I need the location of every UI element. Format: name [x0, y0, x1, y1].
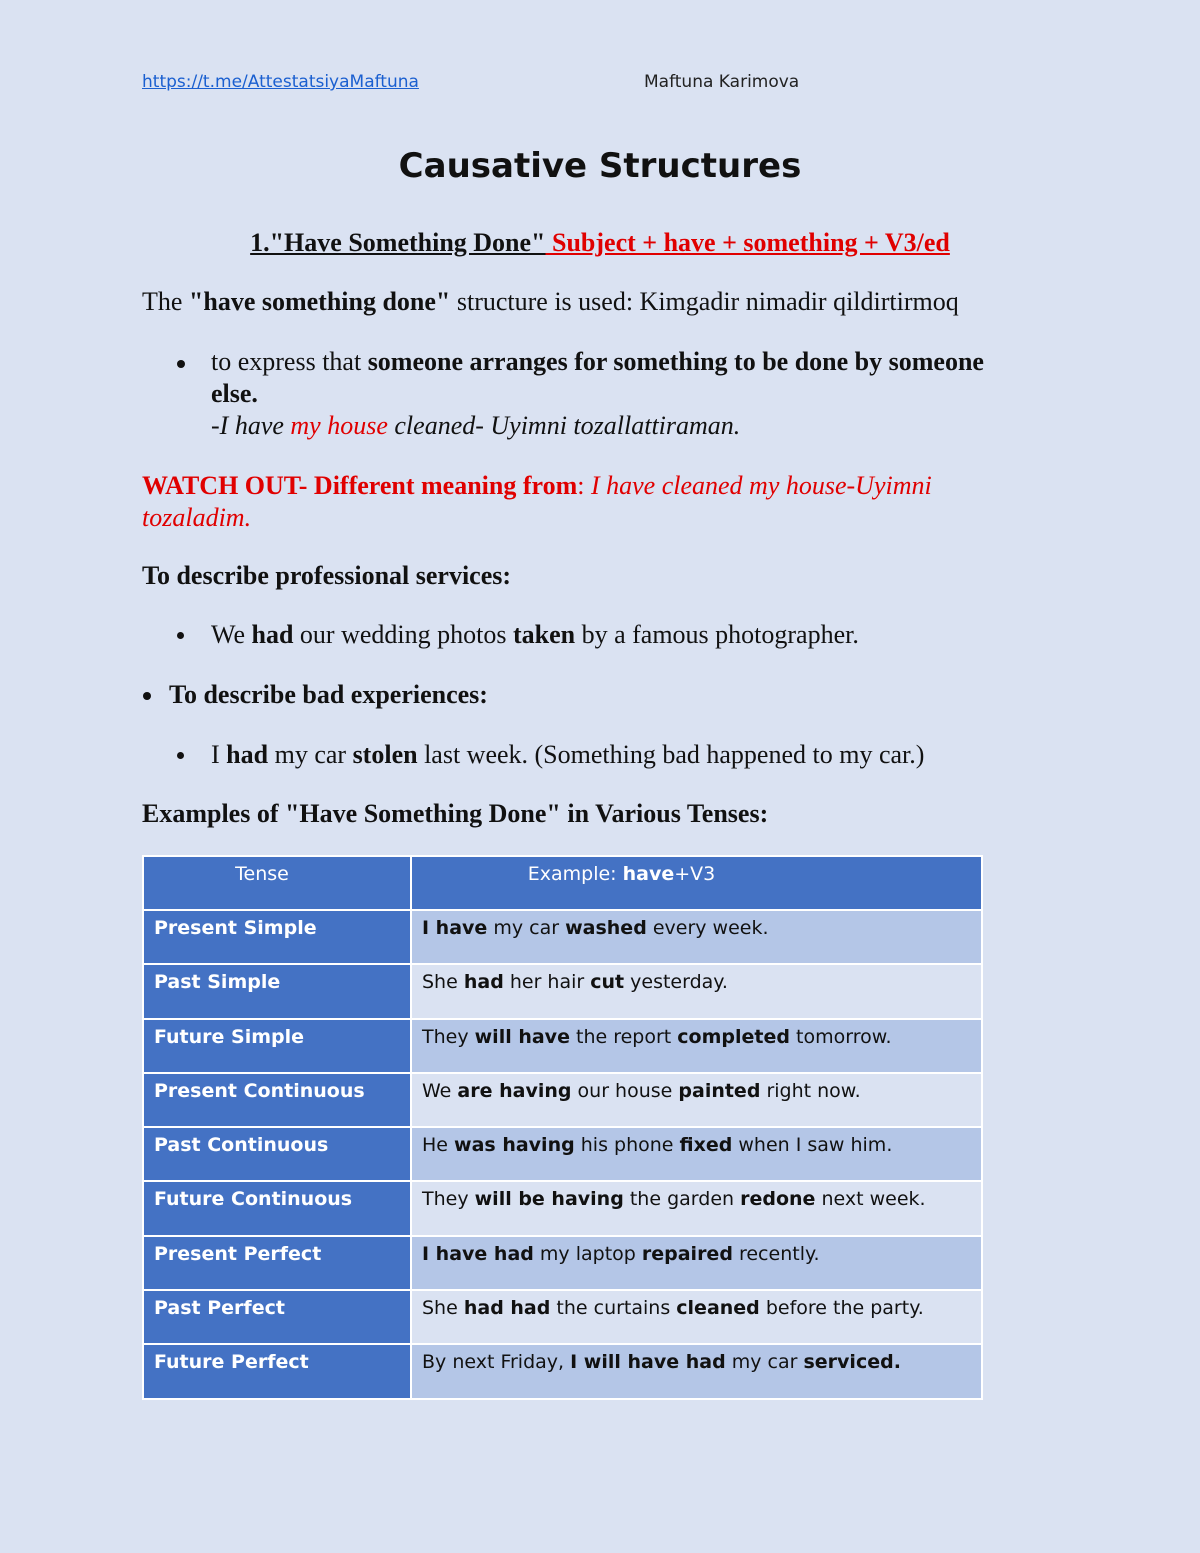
sentence-part: my car — [268, 740, 353, 769]
bad-heading-text: To describe bad experiences: — [169, 680, 488, 709]
table-header-row — [143, 856, 982, 910]
professional-heading — [142, 560, 511, 592]
bad-heading — [169, 679, 488, 711]
example-text: She — [422, 1297, 464, 1320]
bullet-dot — [177, 360, 185, 368]
example-bold: painted — [678, 1079, 761, 1102]
watch-out-example-2: tozaladim. — [142, 503, 252, 532]
example-text: They — [422, 1188, 475, 1211]
example-text: yesterday. — [624, 971, 728, 994]
example-bold: serviced. — [803, 1351, 901, 1374]
example-cell — [411, 1073, 982, 1127]
example-cell — [411, 1236, 982, 1290]
bullet-bad — [211, 739, 924, 771]
example-cell — [411, 1344, 982, 1398]
bullet-arranges-line2 — [211, 378, 1051, 410]
example-text: my car — [725, 1351, 804, 1374]
example-text-a: -I have — [211, 411, 291, 440]
example-bold: completed — [677, 1025, 790, 1048]
sentence-bold: taken — [512, 620, 576, 649]
header-example-bold: have — [622, 863, 675, 885]
example-bold: are having — [457, 1079, 572, 1102]
column-header-tense: Tense — [143, 856, 411, 910]
table-row — [143, 1073, 982, 1127]
example-text: We — [422, 1079, 458, 1102]
example-text: right now. — [760, 1079, 861, 1102]
examples-heading-text: Examples of "Have Something Done" in Various Tenses: — [142, 799, 769, 828]
tense-cell: Past Simple — [143, 964, 411, 1018]
example-cell — [411, 1127, 982, 1181]
professional-heading-text: To describe professional services: — [142, 561, 512, 590]
bullet-bold-else: else. — [211, 379, 258, 408]
example-bold: washed — [565, 917, 647, 939]
example-text: our house — [571, 1079, 679, 1102]
example-bold: repaired — [641, 1242, 733, 1265]
example-bold: redone — [740, 1188, 816, 1211]
example-bold: I have had — [422, 1242, 534, 1265]
sentence-part: We — [211, 620, 252, 649]
example-bold: was having — [454, 1134, 575, 1157]
table-row — [143, 1019, 982, 1073]
example-bold: fixed — [679, 1134, 733, 1157]
watch-out-label: WATCH OUT- Different meaning from — [142, 471, 578, 500]
tense-cell: Present Perfect — [143, 1236, 411, 1290]
tense-cell: Future Simple — [143, 1019, 411, 1073]
sentence-bold: had — [226, 740, 269, 769]
intro-paragraph — [142, 286, 959, 318]
intro-bold: "have something done" — [188, 287, 451, 316]
header-example-text: Example: — [527, 863, 623, 885]
table-row — [143, 910, 982, 964]
bullet-arranges-line1 — [211, 346, 1051, 378]
author-name: Maftuna Karimova — [644, 72, 800, 92]
example-bold: will have — [474, 1025, 570, 1048]
example-text: By next Friday, — [422, 1351, 571, 1374]
example-text: They — [422, 1025, 475, 1048]
bullet-text: to express that — [211, 347, 368, 376]
example-text: She — [422, 971, 464, 994]
sentence-part: I — [211, 740, 227, 769]
tense-cell: Future Continuous — [143, 1181, 411, 1235]
bullet-arranges — [211, 346, 1051, 442]
example-text: his phone — [574, 1134, 680, 1157]
example-bold: will be having — [474, 1188, 624, 1211]
watch-out-line2 — [142, 502, 1012, 534]
column-header-example — [411, 856, 982, 910]
table-row — [143, 964, 982, 1018]
example-bold: had had — [463, 1297, 551, 1320]
example-bold: cut — [590, 971, 625, 994]
example-text: before the party. — [759, 1297, 924, 1320]
tense-cell: Past Continuous — [143, 1127, 411, 1181]
example-bold: had — [463, 971, 504, 994]
example-bold: cleaned — [676, 1297, 760, 1320]
example-text: the report — [569, 1025, 678, 1048]
sentence-bold: stolen — [352, 740, 418, 769]
table-row — [143, 1236, 982, 1290]
sentence-part: last week. (Something bad happened to my car.) — [417, 740, 925, 769]
example-text: tomorrow. — [789, 1025, 892, 1048]
bullet-dot — [143, 692, 151, 700]
tense-cell: Present Continuous — [143, 1073, 411, 1127]
example-text: the garden — [623, 1188, 741, 1211]
table-row — [143, 1290, 982, 1344]
table-body — [143, 910, 982, 1399]
intro-text-1: The — [142, 287, 189, 316]
sentence-bold: had — [251, 620, 294, 649]
example-bold: I have — [422, 917, 488, 939]
section-heading — [0, 228, 1200, 258]
telegram-link[interactable]: https://t.me/AttestatsiyaMaftuna — [142, 72, 419, 92]
tense-cell: Future Perfect — [143, 1344, 411, 1398]
tenses-table — [142, 855, 983, 1400]
example-highlight: my house — [290, 411, 388, 440]
example-text: next week. — [815, 1188, 926, 1211]
example-cell — [411, 1290, 982, 1344]
example-text: every week. — [646, 917, 769, 939]
example-text: her hair — [503, 971, 591, 994]
bullet-professional — [211, 619, 859, 651]
examples-heading — [142, 798, 768, 830]
bullet-dot — [177, 752, 184, 759]
example-text: recently. — [732, 1242, 820, 1265]
intro-text-2: structure is used: Kimgadir nimadir qildirtirmoq — [450, 287, 959, 316]
watch-out-line1 — [142, 470, 1012, 502]
watch-out-example-1: I have cleaned my house-Uyimni — [590, 471, 932, 500]
section-heading-title: 1."Have Something Done" — [250, 228, 546, 257]
tense-cell: Past Perfect — [143, 1290, 411, 1344]
example-text: my laptop — [533, 1242, 642, 1265]
example-text: when I saw him. — [732, 1134, 893, 1157]
bullet-dot — [177, 632, 184, 639]
watch-out-colon: : — [577, 471, 591, 500]
watch-out-note — [142, 470, 1012, 534]
example-cell — [411, 910, 982, 964]
sentence-part: our wedding photos — [293, 620, 513, 649]
section-heading-formula: Subject + have + something + V3/ed — [545, 228, 950, 257]
tense-cell: Present Simple — [143, 910, 411, 964]
sentence-part: by a famous photographer. — [575, 620, 859, 649]
example-text: my car — [487, 917, 566, 939]
example-text: the curtains — [550, 1297, 677, 1320]
example-cell — [411, 1181, 982, 1235]
page-title: Causative Structures — [398, 146, 802, 186]
table-row — [143, 1344, 982, 1398]
table-row — [143, 1181, 982, 1235]
table-row — [143, 1127, 982, 1181]
example-cell — [411, 964, 982, 1018]
example-text: He — [422, 1134, 455, 1157]
bullet-bold: someone arranges for something to be done by someone — [367, 347, 984, 376]
header-example-suffix: +V3 — [674, 863, 716, 885]
example-text-b: cleaned- Uyimni tozallattiraman. — [387, 411, 741, 440]
bullet-arranges-example — [211, 410, 1051, 442]
example-bold: I will have had — [570, 1351, 726, 1374]
example-cell — [411, 1019, 982, 1073]
